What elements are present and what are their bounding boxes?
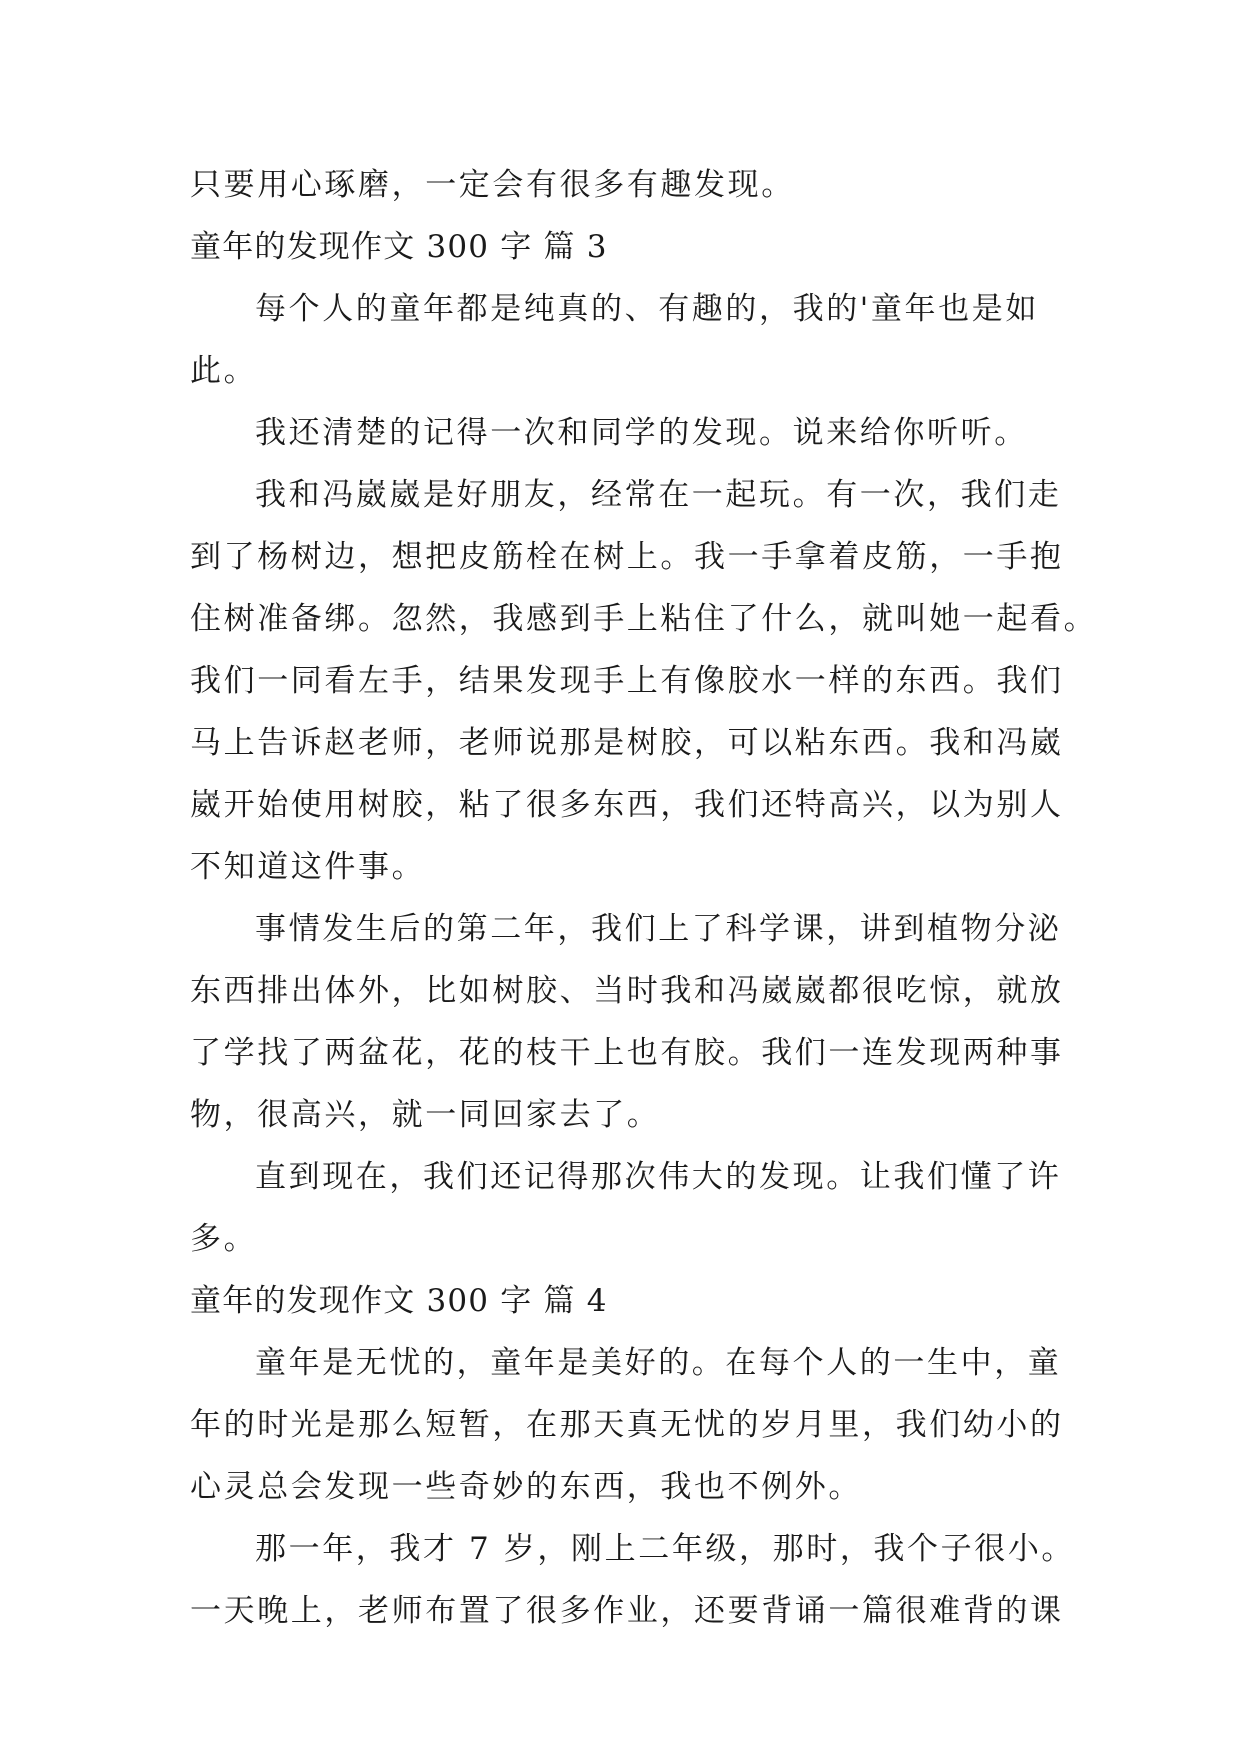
paragraph-line: 我和冯崴崴是好朋友，经常在一起玩。有一次，我们走 [255,477,1062,513]
paragraph-line: 了学找了两盆花，花的枝干上也有胶。我们一连发现两种事 [190,1035,1064,1071]
paragraph-line: 物，很高兴，就一同回家去了。 [190,1097,661,1133]
paragraph-line: 一天晚上，老师布置了很多作业，还要背诵一篇很难背的课 [190,1593,1064,1629]
paragraph-line: 那一年，我才 7 岁，刚上二年级，那时，我个子很小。 [255,1531,1076,1567]
paragraph-line: 崴开始使用树胶，粘了很多东西，我们还特高兴，以为别人 [190,787,1064,823]
paragraph-line: 不知道这件事。 [190,849,426,885]
paragraph-line: 到了杨树边，想把皮筋栓在树上。我一手拿着皮筋，一手抱 [190,539,1064,575]
section-heading-4: 童年的发现作文 300 字 篇 4 [190,1283,608,1319]
paragraph-line: 多。 [190,1221,258,1257]
paragraph-line: 此。 [190,353,258,389]
paragraph-line: 心灵总会发现一些奇妙的东西，我也不例外。 [190,1469,862,1505]
paragraph-line: 直到现在，我们还记得那次伟大的发现。让我们懂了许 [255,1159,1062,1195]
paragraph-line: 住树准备绑。忽然，我感到手上粘住了什么，就叫她一起看。 [190,601,1098,637]
paragraph-line: 只要用心琢磨，一定会有很多有趣发现。 [190,167,795,203]
paragraph-line: 东西排出体外，比如树胶、当时我和冯崴崴都很吃惊，就放 [190,973,1064,1009]
paragraph-line: 我还清楚的记得一次和同学的发现。说来给你听听。 [255,415,1028,451]
section-heading-3: 童年的发现作文 300 字 篇 3 [190,229,608,265]
paragraph-line: 我们一同看左手，结果发现手上有像胶水一样的东西。我们 [190,663,1064,699]
paragraph-line: 每个人的童年都是纯真的、有趣的，我的'童年也是如 [255,291,1039,327]
paragraph-line: 马上告诉赵老师，老师说那是树胶，可以粘东西。我和冯崴 [190,725,1064,761]
paragraph-line: 年的时光是那么短暂，在那天真无忧的岁月里，我们幼小的 [190,1407,1064,1443]
paragraph-line: 事情发生后的第二年，我们上了科学课，讲到植物分泌 [255,911,1062,947]
paragraph-line: 童年是无忧的，童年是美好的。在每个人的一生中，童 [255,1345,1062,1381]
